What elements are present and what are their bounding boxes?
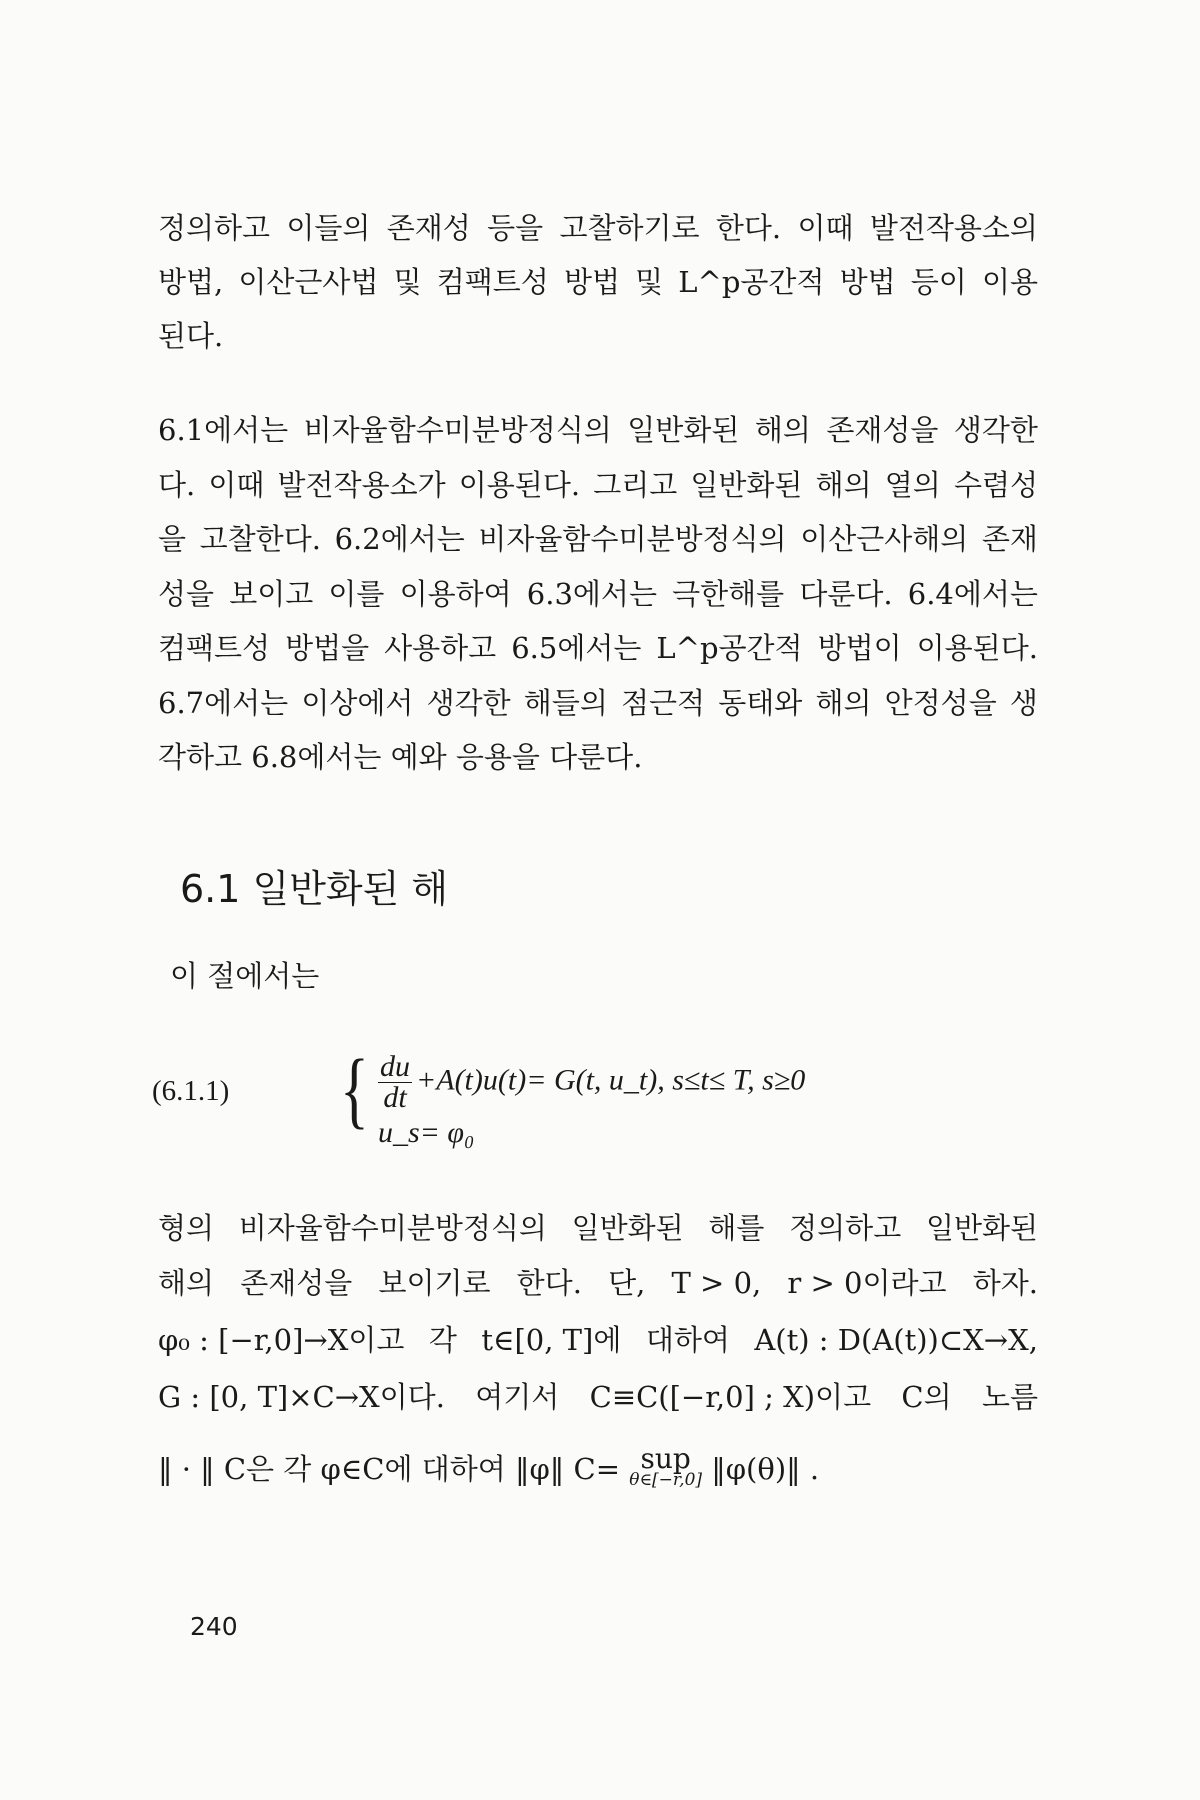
word: 해들의 — [523, 686, 608, 720]
para2-line-1 — [158, 410, 1038, 450]
word: 일반화된 — [571, 1211, 684, 1245]
para2-line-4 — [158, 574, 1038, 614]
word: 이때 — [208, 468, 265, 502]
equation-line-1 — [378, 1052, 805, 1113]
word: 각 — [428, 1323, 457, 1357]
word: 다. — [158, 468, 196, 502]
word: 사용하고 — [384, 631, 497, 665]
word: 노름 — [981, 1380, 1038, 1414]
equation-label: (6.1.1) — [152, 1075, 230, 1107]
word: 및 — [393, 265, 422, 299]
word: φ₀ : [−r,0]→X이고 — [158, 1323, 405, 1357]
word: 이산근사해의 — [800, 522, 969, 556]
fraction-denominator: dt — [383, 1081, 407, 1114]
word: 된다. — [158, 319, 224, 353]
word: 극한해를 — [672, 577, 785, 611]
word: 6.4에서는 — [907, 577, 1038, 611]
word: 이상에서 — [301, 686, 414, 720]
word: 한다. — [715, 211, 782, 245]
word: 방법이 — [817, 631, 902, 665]
para2-line-7 — [158, 737, 1038, 777]
word: 이산근사법 — [238, 265, 379, 299]
word: 방법, — [158, 265, 224, 299]
para1-line-2 — [158, 262, 1038, 302]
word: 컴팩트성 — [158, 631, 271, 665]
word: 해의 — [754, 413, 811, 447]
word: 방법 — [563, 265, 620, 299]
word: r > 0이라고 — [787, 1266, 947, 1300]
word: 6.2에서는 — [334, 522, 465, 556]
word: 일반화된 — [925, 1211, 1038, 1245]
para3-line-3 — [158, 1320, 1038, 1360]
word: G : [0, T]×C→X이다. — [158, 1380, 445, 1414]
sup-subscript: θ∈[−r,0] — [629, 1470, 703, 1490]
norm-definition-line — [158, 1440, 1038, 1489]
word: 6.5에서는 — [511, 631, 642, 665]
word: 여기서 — [475, 1380, 560, 1414]
word: 컴팩트성 — [436, 265, 549, 299]
word: 생각한 — [426, 686, 511, 720]
word: C≡C([−r,0] ; X)이고 — [589, 1380, 872, 1414]
word: 존재성 — [386, 211, 471, 245]
word: 존재성을 — [826, 413, 939, 447]
word: 발전작용소의 — [869, 211, 1038, 245]
word: 일반화된 — [690, 468, 803, 502]
equation-line-2 — [378, 1116, 474, 1150]
word: 열의 — [884, 468, 941, 502]
word: 생각한 — [953, 413, 1038, 447]
word: 고찰한다. — [199, 522, 321, 556]
word: 하자. — [972, 1266, 1038, 1300]
para3-line-1 — [158, 1208, 1038, 1248]
word: 존재성을 — [240, 1266, 353, 1300]
word: 보이기로 — [378, 1266, 491, 1300]
para3-line-2 — [158, 1263, 1038, 1303]
sup-operator — [629, 1442, 703, 1490]
equation-line-1-rest: +A(t)u(t)= G(t, u_t), s≤t≤ T, s≥0 — [416, 1063, 806, 1097]
word: 성을 — [158, 577, 215, 611]
word: 고찰하기로 — [559, 211, 700, 245]
fraction-numerator: du — [380, 1050, 410, 1083]
word: 을 — [158, 522, 187, 556]
word: 이들의 — [286, 211, 371, 245]
word: 형의 — [158, 1211, 215, 1245]
word: 등이 — [910, 265, 967, 299]
section-heading: 6.1 일반화된 해 — [180, 867, 449, 911]
word: 비자율함수미분방정식의 — [303, 413, 612, 447]
para1-line-1 — [158, 208, 1038, 248]
para2-line-5 — [158, 628, 1038, 668]
word: 그리고 — [593, 468, 678, 502]
word: t∈[0, T]에 — [481, 1323, 622, 1357]
intro-line: 이 절에서는 — [170, 959, 320, 993]
word: 정의하고 — [158, 211, 271, 245]
word: 수렴성 — [953, 468, 1038, 502]
word: 생 — [1009, 686, 1038, 720]
para1-line-3 — [158, 316, 1038, 356]
word: 해의 — [815, 468, 872, 502]
page-number: 240 — [190, 1612, 238, 1641]
word: 보이고 — [229, 577, 314, 611]
word: 6.1에서는 — [158, 413, 289, 447]
word: 해를 — [708, 1211, 765, 1245]
word: 각하고 6.8에서는 예와 응용을 다룬다. — [158, 740, 643, 774]
word: L^p공간적 — [678, 265, 825, 299]
word: 6.7에서는 — [158, 686, 289, 720]
word: 존재 — [981, 522, 1038, 556]
word: 비자율함수미분방정식의 — [238, 1211, 547, 1245]
word: 이용된다. — [916, 631, 1038, 665]
word: 동태와 — [718, 686, 803, 720]
fraction — [378, 1052, 412, 1113]
word: 이때 — [797, 211, 854, 245]
word: 발전작용소가 — [277, 468, 446, 502]
word: 방법 — [839, 265, 896, 299]
word: 등을 — [487, 211, 544, 245]
word: 단, — [608, 1266, 646, 1300]
word: 점근적 — [621, 686, 706, 720]
para2-line-2 — [158, 465, 1038, 505]
word: 해의 — [158, 1266, 215, 1300]
word: C의 — [901, 1380, 952, 1414]
para3-line-4 — [158, 1377, 1038, 1417]
word: 안정성을 — [884, 686, 997, 720]
para2-line-3 — [158, 519, 1038, 559]
word: 한다. — [516, 1266, 582, 1300]
norm-text-before: ‖ · ‖ C은 각 φ∈C에 대하여 ‖φ‖ C= — [158, 1452, 620, 1486]
word: 이용하여 — [399, 577, 512, 611]
word: 대하여 — [645, 1323, 730, 1357]
word: 6.3에서는 — [526, 577, 657, 611]
sup-label: sup — [640, 1442, 691, 1475]
word: 다룬다. — [799, 577, 893, 611]
word: 일반화된 — [627, 413, 740, 447]
word: 정의하고 — [789, 1211, 902, 1245]
norm-text-after: ‖φ(θ)‖ . — [711, 1452, 820, 1486]
word: 이용 — [981, 265, 1038, 299]
para2-line-6 — [158, 683, 1038, 723]
word: T > 0, — [671, 1266, 762, 1300]
word: A(t) : D(A(t))⊂X→X, — [754, 1323, 1038, 1357]
word: 비자율함수미분방정식의 — [478, 522, 787, 556]
left-brace: { — [340, 1041, 369, 1137]
equation-line-2-text: u_s= φ₀ — [378, 1116, 475, 1149]
word: 이를 — [328, 577, 385, 611]
word: 이용된다. — [458, 468, 581, 502]
word: L^p공간적 — [656, 631, 803, 665]
word: 방법을 — [285, 631, 370, 665]
word: 및 — [635, 265, 664, 299]
word: 해의 — [815, 686, 872, 720]
